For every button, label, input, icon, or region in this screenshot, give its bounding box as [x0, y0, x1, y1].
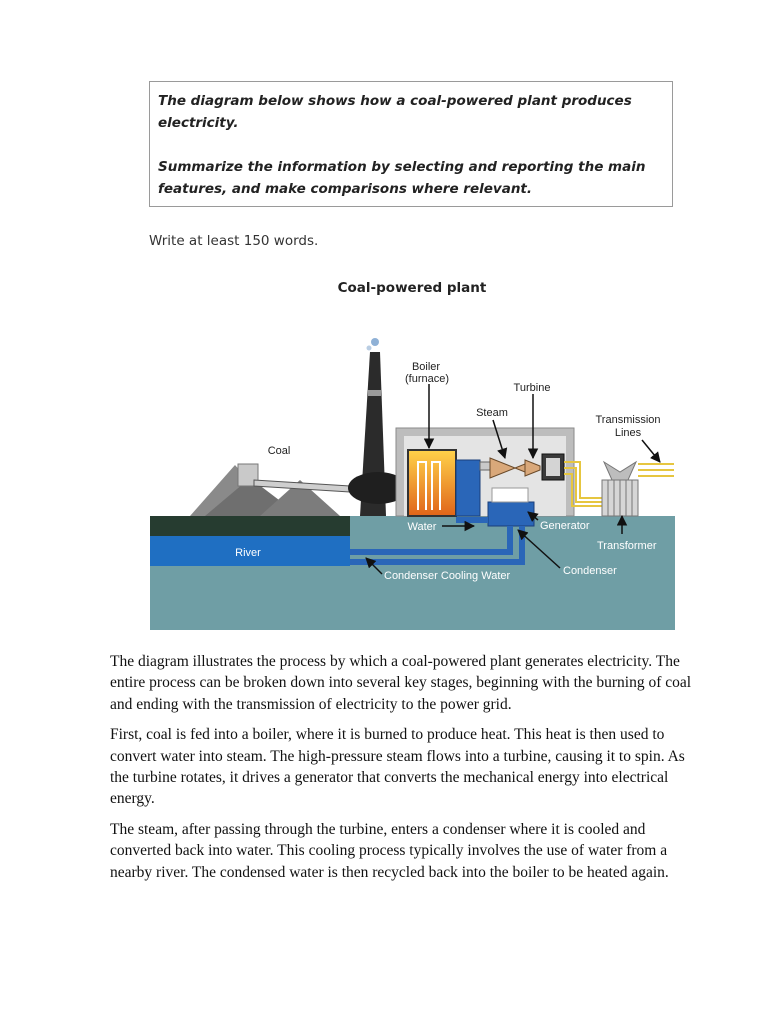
boiler-label: Boiler [411, 361, 441, 373]
condenser-label: Condenser [563, 565, 617, 577]
task-prompt-line1: The diagram below shows how a coal-powered plant produces electricity. [158, 93, 632, 131]
turbine-label: Turbine [513, 382, 551, 394]
condenser-top [492, 488, 528, 502]
ground-top-strip [150, 516, 350, 536]
word-count-instruction: Write at least 150 words. [149, 233, 319, 249]
river-label: River [235, 547, 261, 559]
essay-body [110, 651, 700, 892]
generator-face [546, 458, 560, 476]
generator-label: Generator [540, 520, 590, 532]
transmission-label: Transmission [595, 414, 661, 426]
task-prompt-box [149, 81, 673, 207]
boiler-feed [456, 460, 480, 516]
diagram-title: Coal-powered plant [337, 280, 487, 296]
coal-plant-diagram [150, 330, 675, 630]
essay-paragraph-1: The diagram illustrates the process by which a coal-powered plant generates electricity. The entire process can be broken down into several key stages, beginning with the burning of coal and ending with the transmission of electricity to the power grid. [110, 653, 692, 713]
condenser [488, 502, 534, 526]
task-prompt-line2: Summarize the information by selecting and reporting the main features, and make comparisons where relevant. [158, 159, 646, 197]
steam-label: Steam [476, 407, 508, 419]
essay-paragraph-3: The steam, after passing through the turbine, enters a condenser where it is cooled and converted back into water. This cooling process typically involves the use of water from a nearby river. The condensed water is then recycled back into the boiler to be heated again. [110, 820, 669, 881]
essay-paragraph-2: First, coal is fed into a boiler, where it is burned to produce heat. This heat is then used to convert water into steam. The high-pressure steam flows into a turbine, causing it to spin. As the turbine rotates, it drives a generator that converts the mechanical energy into electrical energy. [110, 726, 685, 808]
furnace-label: (furnace) [404, 373, 450, 385]
smoke-puff-small [367, 346, 372, 351]
steam-pipe [480, 462, 490, 470]
condenser-cooling-water-label: Condenser Cooling Water [384, 570, 511, 582]
transformer-label: Transformer [597, 540, 657, 552]
transformer-bushings [604, 462, 636, 480]
smokestack-stripe [368, 390, 381, 396]
lines-label: Lines [614, 427, 642, 439]
smoke-puff [371, 338, 379, 346]
water-label: Water [407, 521, 437, 533]
transmission-arrow [642, 440, 660, 462]
coal-label: Coal [267, 445, 291, 457]
